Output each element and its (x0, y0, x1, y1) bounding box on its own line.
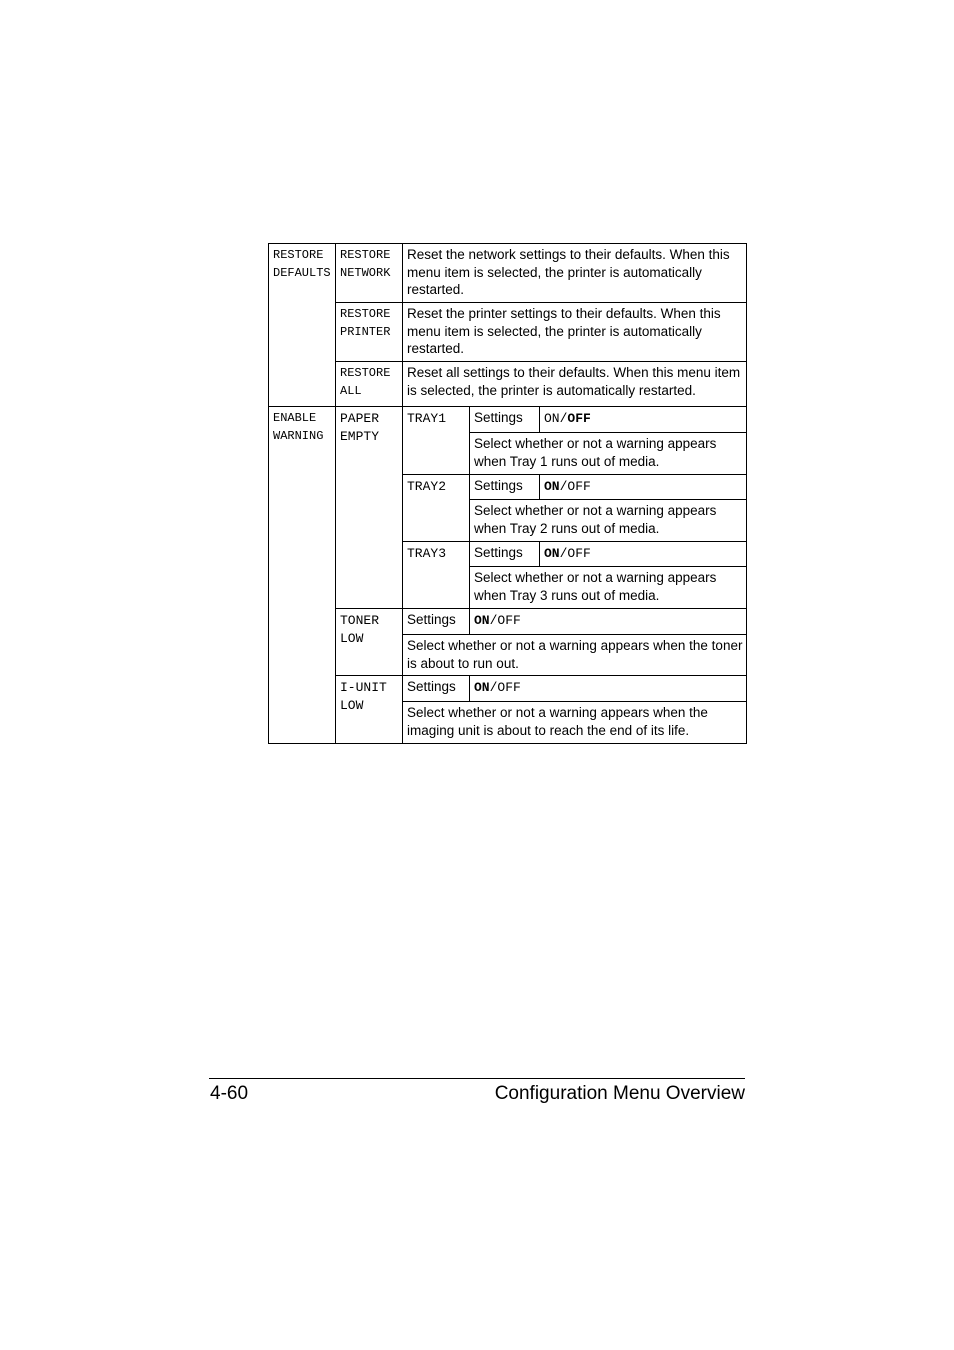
menu-group-restore-defaults: RESTORE DEFAULTS (269, 244, 336, 407)
option-off-default: OFF (567, 411, 591, 426)
settings-value: ON/OFF (540, 475, 747, 500)
page-number: 4-60 (210, 1083, 249, 1104)
menu-item-paper-empty: PAPER EMPTY (336, 407, 403, 609)
menu-item-description: Select whether or not a warning appears when Tray 2 runs out of media. (470, 500, 747, 542)
menu-item-description: Select whether or not a warning appears when the imaging unit is about to reach the end of its life. (403, 702, 747, 744)
menu-item-restore-network: RESTORE NETWORK (336, 244, 403, 303)
table-row (269, 303, 747, 362)
settings-value: ON/OFF (540, 542, 747, 567)
option-off: OFF (567, 546, 591, 561)
settings-label: Settings (403, 609, 470, 635)
menu-group-enable-warning: ENABLE WARNING (269, 407, 336, 744)
option-on-default: ON (474, 680, 490, 695)
option-off: OFF (497, 680, 521, 695)
option-off: OFF (497, 613, 521, 628)
menu-item-tray3: TRAY3 (403, 542, 470, 609)
table-row (269, 676, 747, 702)
table-row (269, 362, 747, 407)
menu-item-description: Reset the network settings to their defaults. When this menu item is selected, the printer is automatically restarted. (403, 244, 747, 303)
configuration-menu-table (268, 243, 747, 744)
option-off: OFF (567, 479, 591, 494)
table-row (269, 609, 747, 635)
menu-item-toner-low: TONER LOW (336, 609, 403, 676)
menu-item-description: Select whether or not a warning appears when the toner is about to run out. (403, 635, 747, 676)
menu-item-description: Select whether or not a warning appears when Tray 1 runs out of media. (470, 433, 747, 475)
menu-item-description: Reset all settings to their defaults. When this menu item is selected, the printer is automatically restarted. (403, 362, 747, 407)
menu-item-tray2: TRAY2 (403, 475, 470, 542)
menu-item-restore-printer: RESTORE PRINTER (336, 303, 403, 362)
menu-item-description: Reset the printer settings to their defaults. When this menu item is selected, the printer is automatically restarted. (403, 303, 747, 362)
option-on-default: ON (544, 546, 560, 561)
menu-item-description: Select whether or not a warning appears when Tray 3 runs out of media. (470, 567, 747, 609)
settings-value: ON/OFF (470, 609, 747, 635)
settings-value: ON/OFF (540, 407, 747, 433)
option-on-default: ON (474, 613, 490, 628)
menu-item-tray1: TRAY1 (403, 407, 470, 475)
footer-divider (209, 1078, 745, 1079)
table-row (269, 244, 747, 303)
settings-value: ON/OFF (470, 676, 747, 702)
option-on: ON (544, 411, 560, 426)
settings-label: Settings (470, 542, 540, 567)
menu-item-iunit-low: I-UNIT LOW (336, 676, 403, 744)
settings-label: Settings (470, 407, 540, 433)
settings-label: Settings (403, 676, 470, 702)
table-row (269, 407, 747, 433)
option-on-default: ON (544, 479, 560, 494)
section-title: Configuration Menu Overview (494, 1083, 745, 1104)
menu-item-restore-all: RESTORE ALL (336, 362, 403, 407)
settings-label: Settings (470, 475, 540, 500)
